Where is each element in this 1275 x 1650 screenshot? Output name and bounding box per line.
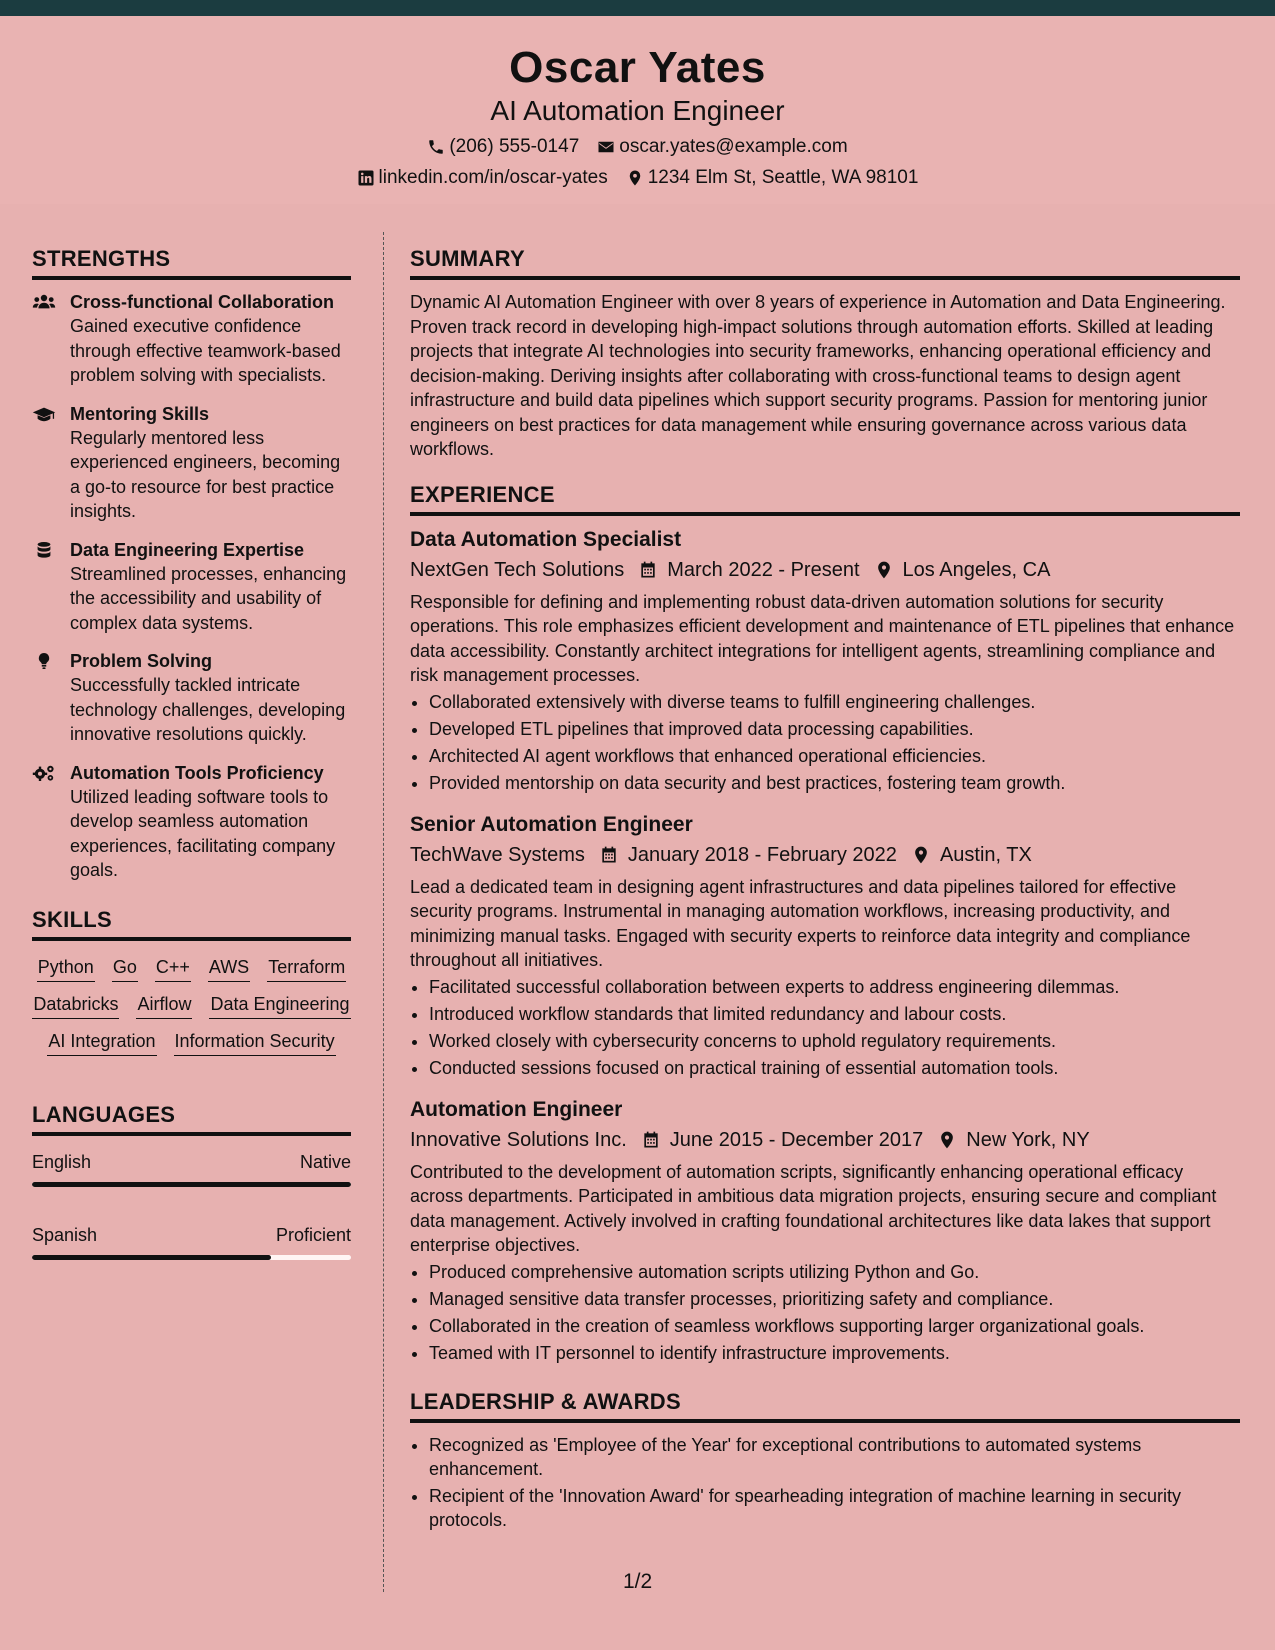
job-bullet: • Provided mentorship on data security and best practices, fostering team growth. — [429, 770, 1240, 797]
graduation-cap-icon — [32, 402, 56, 524]
skill-tag: Terraform — [267, 953, 346, 982]
experience-heading: EXPERIENCE — [410, 480, 1240, 516]
skill-tag: Information Security — [174, 1027, 336, 1056]
job-title: Automation Engineer — [410, 1097, 623, 1121]
skill-tag: Python — [37, 953, 95, 982]
language-item — [32, 1223, 351, 1260]
job-bullet: • Architected AI agent workflows that enhanced operational efficiencies. — [429, 743, 1240, 770]
job-bullets — [410, 689, 1240, 797]
job-description: Lead a dedicated team in designing agent infrastructures and data pipelines tailored for effective security programs. Instrumental in managing automation workflows, increasing productivity, and minimizing manual tasks. Engaged with security experts to reinforce data integrity and compliance throughout all initiatives. — [410, 876, 1191, 970]
map-marker-icon — [937, 1130, 957, 1150]
candidate-role: AI Automation Engineer — [490, 95, 785, 126]
strength-item — [32, 402, 351, 524]
job-bullet: • Conducted sessions focused on practical training of essential automation tools. — [429, 1055, 1240, 1082]
map-marker-icon — [911, 845, 931, 865]
job-bullet: • Introduced workflow standards that limited redundancy and labour costs. — [429, 1001, 1240, 1028]
languages-heading: LANGUAGES — [32, 1100, 351, 1136]
job-entry — [410, 811, 1240, 1082]
job-dates: March 2022 - Present — [667, 558, 860, 581]
skill-tag: AI Integration — [47, 1027, 156, 1056]
calendar-icon — [599, 845, 619, 865]
language-level: Proficient — [275, 1224, 351, 1245]
language-proficiency-fill — [32, 1182, 351, 1187]
strength-desc: Utilized leading software tools to develop seamless automation experiences, facilitating company goals. — [70, 786, 336, 880]
right-column — [410, 244, 1240, 1535]
job-dates: January 2018 - February 2022 — [627, 843, 897, 866]
job-bullet: • Teamed with IT personnel to identify infrastructure improvements. — [429, 1340, 1240, 1367]
job-company: Innovative Solutions Inc. — [410, 1128, 627, 1151]
language-item — [32, 1150, 351, 1187]
skills-heading: SKILLS — [32, 905, 351, 941]
address-text: 1234 Elm St, Seattle, WA 98101 — [647, 167, 919, 188]
job-bullets — [410, 974, 1240, 1082]
email-link[interactable]: oscar.yates@example.com — [619, 136, 848, 157]
summary-text: Dynamic AI Automation Engineer with over 8 years of experience in Automation and Data Engineering. Proven track record in developing high-impact solutions through automation efforts. Skilled at leading projects that integrate AI technologies into security frameworks, enhancing operational efficiency and decision-making. Deriving insights after collaborating with cross-functional teams to design agent infrastructure and build data pipelines which support security programs. Passion for mentoring junior engineers on best practices for data management while ensuring governance across various data workflows. — [410, 292, 1226, 459]
strengths-heading: STRENGTHS — [32, 244, 351, 280]
strength-title: Data Engineering Expertise — [70, 539, 305, 560]
strength-item — [32, 538, 351, 636]
language-name: Spanish — [32, 1224, 98, 1245]
summary-heading: SUMMARY — [410, 244, 1240, 280]
job-description: Contributed to the development of automation scripts, significantly enhancing operational efficacy across departments. Participated in ambitious data migration projects, ensuring secure and compliant data management. Actively involved in crafting foundational architectures like data lakes that support enterprise objectives. — [410, 1161, 1217, 1255]
skill-tag: AWS — [208, 953, 250, 982]
contact-email[interactable] — [597, 135, 847, 159]
job-entry — [410, 526, 1240, 797]
job-bullet: • Collaborated in the creation of seamless workflows supporting larger organizational goals. — [429, 1313, 1240, 1340]
strength-title: Mentoring Skills — [70, 403, 210, 424]
award-item: • Recipient of the 'Innovation Award' for spearheading integration of machine learning in security protocols. — [429, 1484, 1240, 1533]
awards-heading: LEADERSHIP & AWARDS — [410, 1387, 1240, 1423]
contact-phone — [427, 135, 579, 159]
candidate-name: Oscar Yates — [509, 43, 766, 92]
strength-title: Cross-functional Collaboration — [70, 292, 335, 312]
language-level: Native — [299, 1151, 351, 1172]
job-location: Austin, TX — [939, 843, 1032, 866]
strength-desc: Successfully tackled intricate technology challenges, developing innovative resolutions quickly. — [70, 675, 346, 744]
calendar-icon — [641, 1130, 661, 1150]
job-bullet: • Developed ETL pipelines that improved data processing capabilities. — [429, 716, 1240, 743]
job-bullet: • Facilitated successful collaboration between experts to address engineering dilemmas. — [429, 974, 1240, 1001]
linkedin-link[interactable]: linkedin.com/in/oscar-yates — [378, 167, 608, 188]
map-marker-icon — [874, 560, 894, 580]
job-description: Responsible for defining and implementing robust data-driven automation solutions for security operations. This role emphasizes efficient development and maintenance of ETL pipelines that enhance data accessibility. Constantly architect integrations for intelligent agents, streamlining compliance and risk management processes. — [410, 591, 1235, 685]
phone-icon — [427, 138, 445, 156]
strength-desc: Gained executive confidence through effective teamwork-based problem solving with specialists. — [70, 316, 341, 385]
job-bullet: • Managed sensitive data transfer processes, prioritizing safety and compliance. — [429, 1286, 1240, 1313]
strength-item — [32, 290, 351, 388]
job-bullets — [410, 1259, 1240, 1367]
job-location: Los Angeles, CA — [902, 558, 1051, 581]
contact-address — [626, 166, 919, 190]
job-bullet: • Worked closely with cybersecurity concerns to uphold regulatory requirements. — [429, 1028, 1240, 1055]
page-number: 1/2 — [623, 1570, 653, 1593]
job-meta — [410, 841, 1240, 869]
job-bullet: • Collaborated extensively with diverse teams to fulfill engineering challenges. — [429, 689, 1240, 716]
resume-header — [0, 16, 1275, 204]
job-dates: June 2015 - December 2017 — [669, 1128, 924, 1151]
job-title: Senior Automation Engineer — [410, 812, 693, 836]
job-meta — [410, 1126, 1240, 1154]
contact-linkedin[interactable] — [357, 166, 608, 190]
job-company: TechWave Systems — [410, 843, 585, 866]
cogs-icon — [32, 761, 56, 883]
job-bullet: • Produced comprehensive automation scripts utilizing Python and Go. — [429, 1259, 1240, 1286]
job-meta — [410, 556, 1240, 584]
job-title: Data Automation Specialist — [410, 527, 682, 551]
language-proficiency-fill — [32, 1255, 271, 1260]
contact-row-primary — [0, 135, 1275, 159]
calendar-icon — [638, 560, 658, 580]
contact-row-secondary — [0, 166, 1275, 190]
job-company: NextGen Tech Solutions — [410, 558, 625, 581]
left-column — [32, 244, 351, 1260]
top-bar — [0, 0, 1275, 16]
users-icon — [32, 290, 56, 388]
strength-desc: Regularly mentored less experienced engineers, becoming a go-to resource for best practice insights. — [70, 427, 341, 521]
awards-list — [410, 1433, 1240, 1533]
column-divider — [383, 232, 384, 1592]
job-location: New York, NY — [966, 1128, 1090, 1151]
envelope-icon — [597, 138, 615, 156]
language-name: English — [32, 1151, 92, 1172]
database-icon — [32, 538, 56, 636]
skill-tag: Go — [112, 953, 138, 982]
language-proficiency-bar — [32, 1255, 351, 1260]
language-proficiency-bar — [32, 1182, 351, 1187]
strength-desc: Streamlined processes, enhancing the accessibility and usability of complex data systems. — [70, 563, 347, 633]
phone-text: (206) 555-0147 — [449, 136, 580, 157]
strength-item — [32, 761, 351, 883]
skill-tag: C++ — [155, 953, 191, 982]
map-marker-icon — [626, 169, 644, 187]
skill-tag: Data Engineering — [209, 990, 350, 1019]
lightbulb-icon — [32, 649, 56, 747]
award-item: • Recognized as 'Employee of the Year' for exceptional contributions to automated systems enhancement. — [429, 1433, 1240, 1482]
skill-tag: Airflow — [136, 990, 192, 1019]
strength-item — [32, 649, 351, 747]
strength-title: Automation Tools Proficiency — [70, 762, 324, 783]
linkedin-icon — [357, 169, 375, 187]
skill-tag: Databricks — [32, 990, 119, 1019]
skills-list — [32, 951, 351, 1056]
strength-title: Problem Solving — [70, 651, 213, 671]
job-entry — [410, 1096, 1240, 1367]
